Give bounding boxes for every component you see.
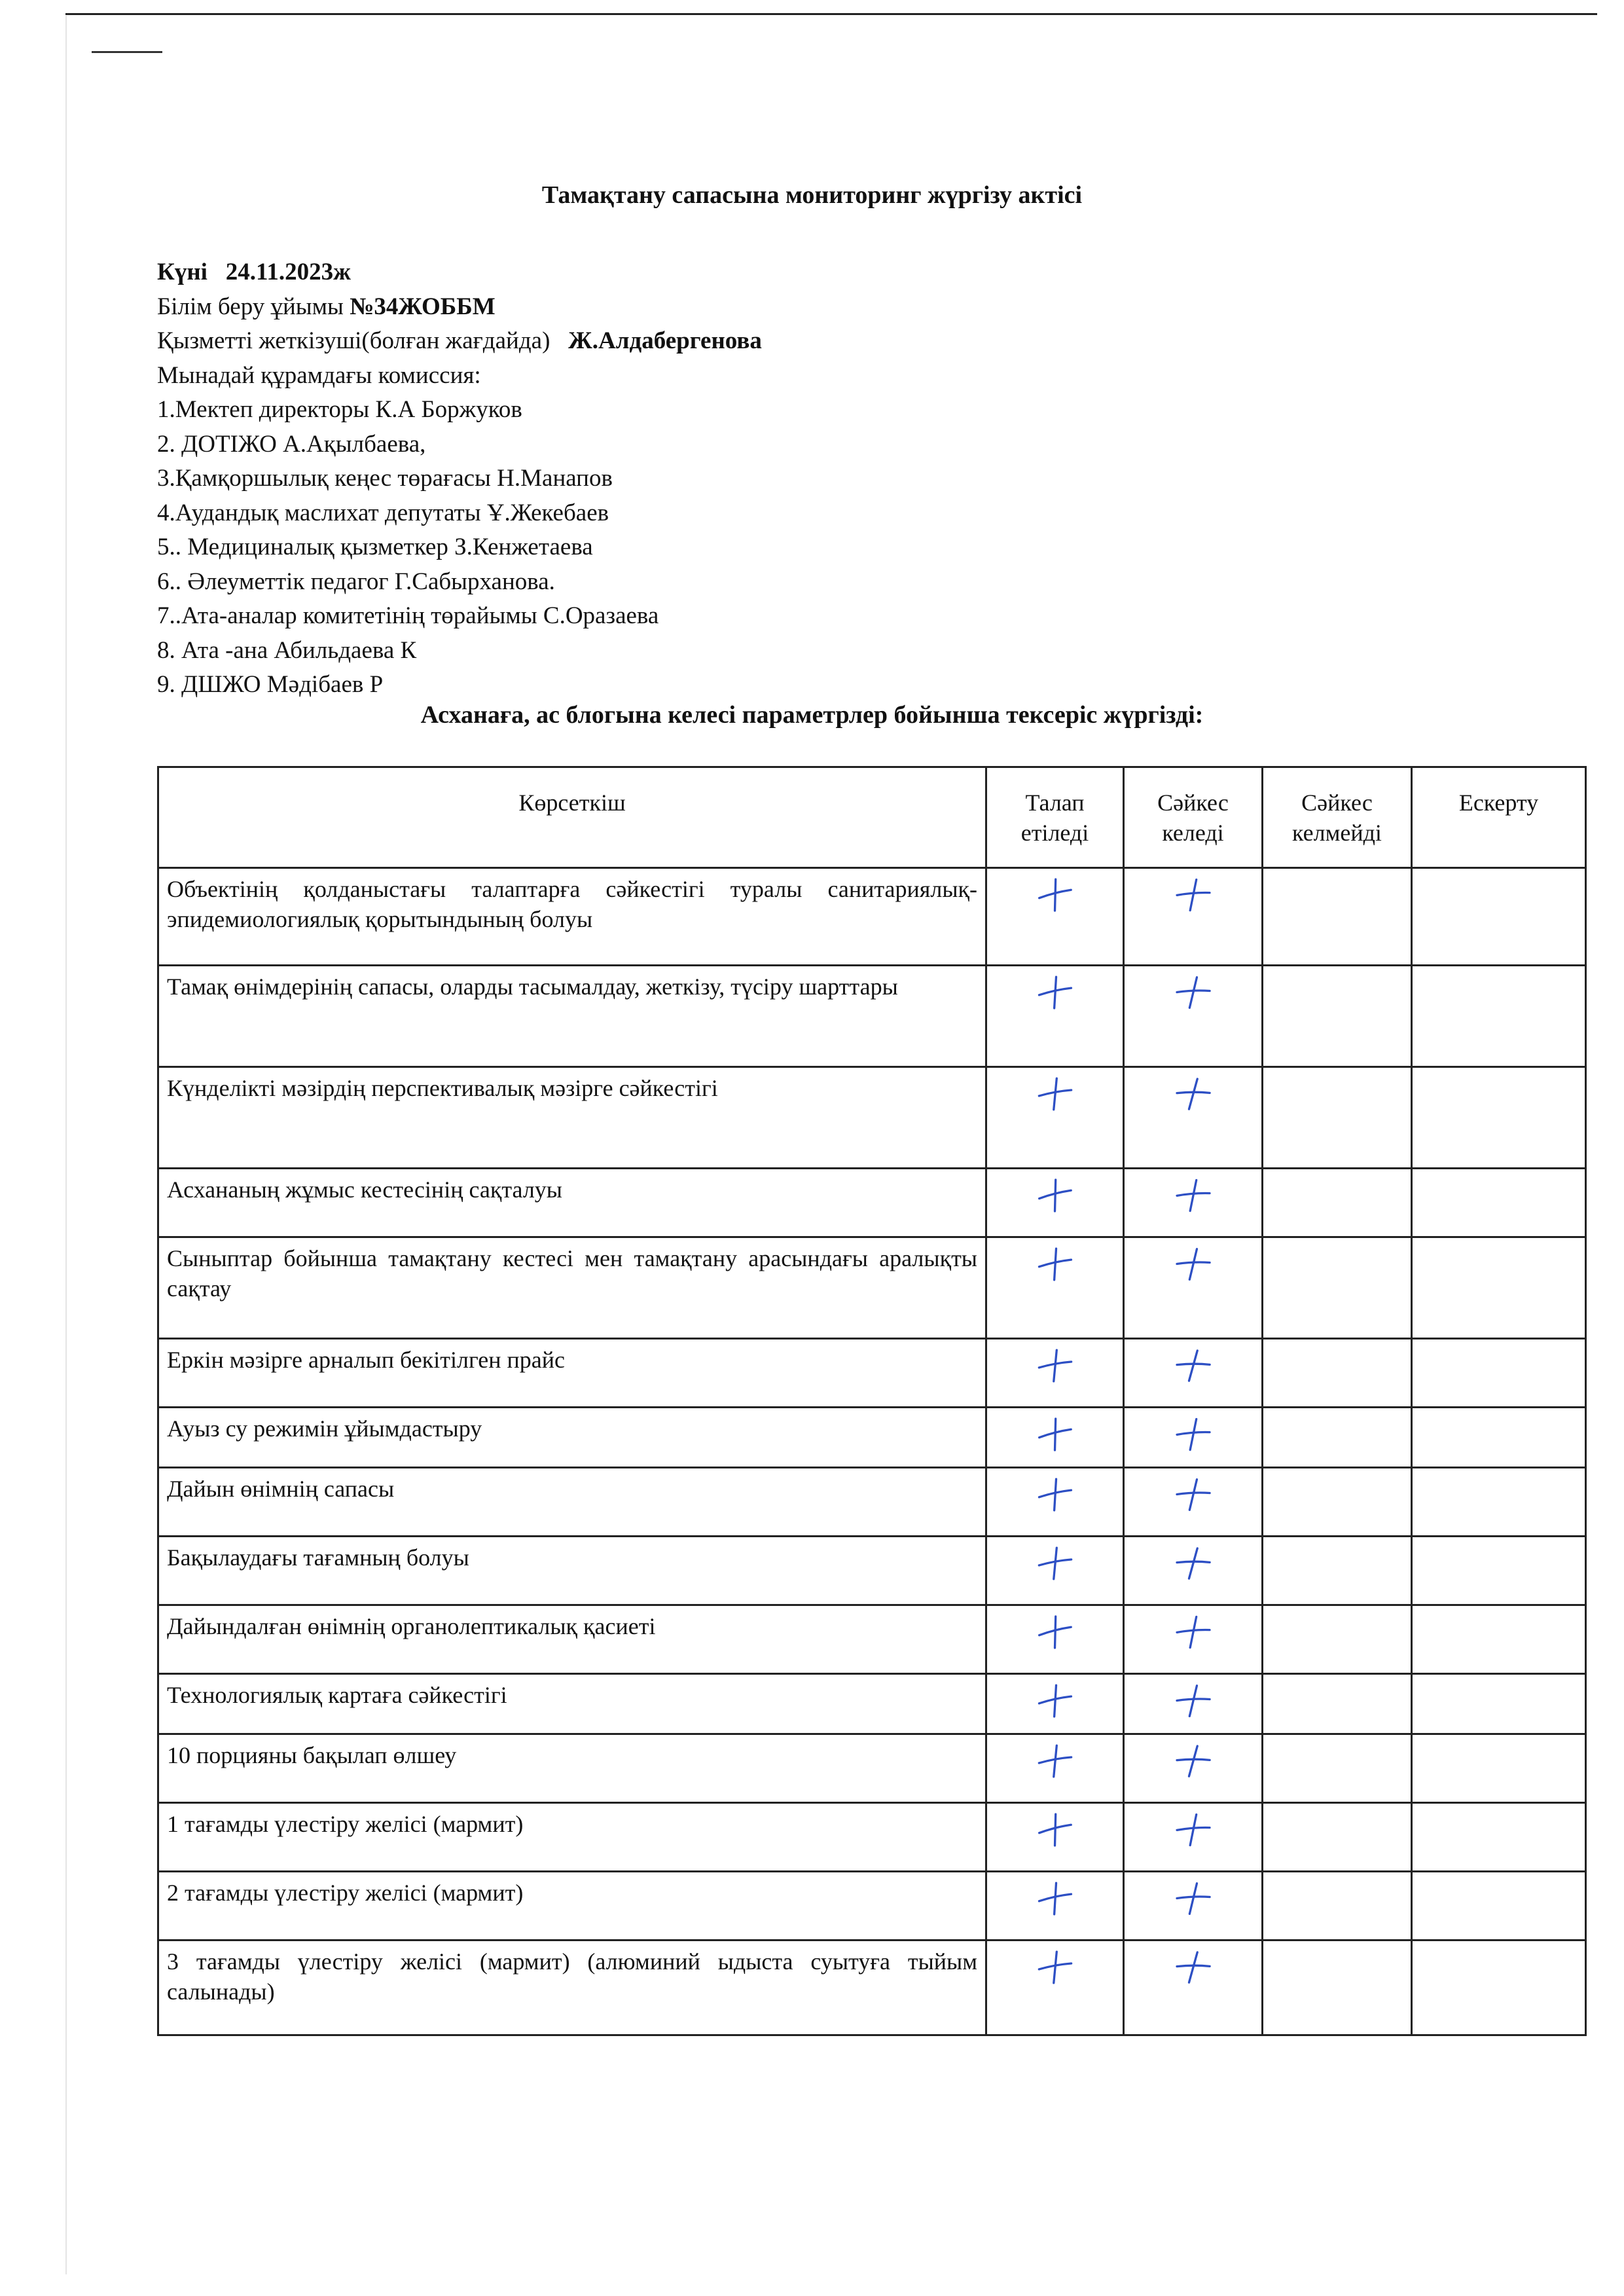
handwritten-plus-mark xyxy=(1173,1611,1214,1652)
commission-member: 4.Аудандық маслихат депутаты Ұ.Жекебаев xyxy=(157,499,609,526)
handwritten-plus-mark xyxy=(1035,1073,1075,1114)
note-cell xyxy=(1412,966,1586,1067)
scan-edge-top xyxy=(65,13,1597,15)
handwritten-plus-mark xyxy=(1035,1878,1075,1918)
org-value: №34ЖОББМ xyxy=(350,293,496,320)
document-title: Тамақтану сапасына мониторинг жүргізу актісі xyxy=(541,181,1083,209)
handwritten-plus-mark xyxy=(1173,1345,1214,1385)
complies-cell xyxy=(1124,1339,1263,1408)
not-complies-cell xyxy=(1263,1734,1412,1803)
commission-member: 1.Мектеп директоры К.А Боржуков xyxy=(157,396,522,423)
handwritten-plus-mark xyxy=(1173,1474,1214,1514)
required-cell xyxy=(986,1605,1124,1674)
table-header-row xyxy=(158,767,1586,868)
table-row xyxy=(158,1941,1586,2035)
table-row xyxy=(158,1734,1586,1803)
complies-cell xyxy=(1124,1734,1263,1803)
not-complies-cell xyxy=(1263,1169,1412,1237)
handwritten-plus-mark xyxy=(1035,1345,1075,1385)
header-complies: Сәйкес келеді xyxy=(1124,767,1263,868)
not-complies-cell xyxy=(1263,966,1412,1067)
handwritten-plus-mark xyxy=(1173,1740,1214,1781)
complies-cell xyxy=(1124,1067,1263,1169)
table-row xyxy=(158,1674,1586,1734)
date-value: 24.11.2023ж xyxy=(225,259,351,285)
note-cell xyxy=(1412,868,1586,966)
complies-cell xyxy=(1124,1468,1263,1537)
handwritten-plus-mark xyxy=(1173,1809,1214,1850)
not-complies-cell xyxy=(1263,1674,1412,1734)
indicator-cell: Объектінің қолданыстағы талаптарға сәйкестігі туралы санитариялық-эпидемиологиялық қорытындының болуы xyxy=(158,868,986,966)
handwritten-plus-mark xyxy=(1035,1946,1075,1987)
required-cell xyxy=(986,1872,1124,1941)
complies-cell xyxy=(1124,1605,1263,1674)
handwritten-plus-mark xyxy=(1173,972,1214,1012)
note-cell xyxy=(1412,1537,1586,1605)
handwritten-plus-mark xyxy=(1035,1680,1075,1721)
note-cell xyxy=(1412,1803,1586,1872)
indicator-cell: 1 тағамды үлестіру желісі (мармит) xyxy=(158,1803,986,1872)
handwritten-plus-mark xyxy=(1173,1413,1214,1454)
date-line: Күні 24.11.2023ж xyxy=(157,259,351,285)
not-complies-cell xyxy=(1263,1605,1412,1674)
commission-member: 9. ДШЖО Мәдібаев Р xyxy=(157,671,384,698)
commission-member: 3.Қамқоршылық кеңес төрағасы Н.Манапов xyxy=(157,465,613,492)
note-cell xyxy=(1412,1941,1586,2035)
indicator-cell: Сыныптар бойынша тамақтану кестесі мен тамақтану арасындағы аралықты сақтау xyxy=(158,1237,986,1339)
not-complies-cell xyxy=(1263,1237,1412,1339)
header-required: Талап етіледі xyxy=(986,767,1124,868)
inspection-table xyxy=(157,766,1587,2036)
handwritten-plus-mark xyxy=(1035,1413,1075,1454)
note-cell xyxy=(1412,1339,1586,1408)
indicator-cell: Күнделікті мәзірдің перспективалық мәзірге сәйкестігі xyxy=(158,1067,986,1169)
handwritten-plus-mark xyxy=(1035,1740,1075,1781)
not-complies-cell xyxy=(1263,1339,1412,1408)
table-row xyxy=(158,1067,1586,1169)
commission-member: 7..Ата-аналар комитетінің төрайымы С.Оразаева xyxy=(157,602,659,629)
note-cell xyxy=(1412,1872,1586,1941)
not-complies-cell xyxy=(1263,1941,1412,2035)
not-complies-cell xyxy=(1263,1872,1412,1941)
supplier-line: Қызметті жеткізуші(болған жағдайда) Ж.Алдабергенова xyxy=(157,327,762,354)
not-complies-cell xyxy=(1263,868,1412,966)
handwritten-plus-mark xyxy=(1173,1542,1214,1583)
not-complies-cell xyxy=(1263,1537,1412,1605)
indicator-cell: Ауыз су режимін ұйымдастыру xyxy=(158,1408,986,1468)
handwritten-plus-mark xyxy=(1035,1611,1075,1652)
complies-cell xyxy=(1124,1872,1263,1941)
complies-cell xyxy=(1124,1803,1263,1872)
indicator-cell: Дайын өнімнің сапасы xyxy=(158,1468,986,1537)
note-cell xyxy=(1412,1605,1586,1674)
complies-cell xyxy=(1124,1537,1263,1605)
commission-intro: Мынадай құрамдағы комиссия: xyxy=(157,361,481,389)
handwritten-plus-mark xyxy=(1173,1878,1214,1918)
indicator-cell: Тамақ өнімдерінің сапасы, оларды тасымалдау, жеткізу, түсіру шарттары xyxy=(158,966,986,1067)
handwritten-plus-mark xyxy=(1173,1946,1214,1987)
complies-cell xyxy=(1124,1237,1263,1339)
complies-cell xyxy=(1124,1169,1263,1237)
handwritten-plus-mark xyxy=(1173,1175,1214,1215)
indicator-cell: Асхананың жұмыс кестесінің сақталуы xyxy=(158,1169,986,1237)
note-cell xyxy=(1412,1408,1586,1468)
required-cell xyxy=(986,1169,1124,1237)
table-row xyxy=(158,1468,1586,1537)
note-cell xyxy=(1412,1734,1586,1803)
required-cell xyxy=(986,1468,1124,1537)
supplier-value: Ж.Алдабергенова xyxy=(568,327,762,354)
complies-cell xyxy=(1124,868,1263,966)
indicator-cell: 2 тағамды үлестіру желісі (мармит) xyxy=(158,1872,986,1941)
required-cell xyxy=(986,1339,1124,1408)
complies-cell xyxy=(1124,1674,1263,1734)
handwritten-plus-mark xyxy=(1035,1809,1075,1850)
required-cell xyxy=(986,1408,1124,1468)
handwritten-plus-mark xyxy=(1035,1175,1075,1215)
indicator-cell: Еркін мәзірге арналып бекітілген прайс xyxy=(158,1339,986,1408)
handwritten-plus-mark xyxy=(1173,1243,1214,1284)
complies-cell xyxy=(1124,1941,1263,2035)
header-indicator: Көрсеткіш xyxy=(158,767,986,868)
required-cell xyxy=(986,1067,1124,1169)
not-complies-cell xyxy=(1263,1408,1412,1468)
handwritten-plus-mark xyxy=(1035,874,1075,915)
inspection-subtitle: Асханаға, ас блогына келесі параметрлер бойынша тексеріс жүргізді: xyxy=(420,701,1204,729)
header-note: Ескерту xyxy=(1412,767,1586,868)
note-cell xyxy=(1412,1237,1586,1339)
handwritten-plus-mark xyxy=(1173,1073,1214,1114)
header-not-complies: Сәйкес келмейді xyxy=(1263,767,1412,868)
required-cell xyxy=(986,1237,1124,1339)
note-cell xyxy=(1412,1468,1586,1537)
indicator-cell: Бақылаудағы тағамның болуы xyxy=(158,1537,986,1605)
scan-mark xyxy=(92,51,162,53)
complies-cell xyxy=(1124,1408,1263,1468)
required-cell xyxy=(986,1537,1124,1605)
required-cell xyxy=(986,868,1124,966)
org-line: Білім беру ұйымы №34ЖОББМ xyxy=(157,293,496,320)
note-cell xyxy=(1412,1067,1586,1169)
commission-member: 8. Ата -ана Абильдаева К xyxy=(157,636,417,664)
commission-member: 2. ДОТІЖО А.Ақылбаева, xyxy=(157,430,426,458)
note-cell xyxy=(1412,1169,1586,1237)
complies-cell xyxy=(1124,966,1263,1067)
table-row xyxy=(158,1605,1586,1674)
table-row xyxy=(158,1803,1586,1872)
indicator-cell: 10 порцияны бақылап өлшеу xyxy=(158,1734,986,1803)
table-row xyxy=(158,1872,1586,1941)
scan-edge-left xyxy=(65,16,67,2274)
indicator-cell: Дайындалған өнімнің органолептикалық қасиеті xyxy=(158,1605,986,1674)
not-complies-cell xyxy=(1263,1468,1412,1537)
required-cell xyxy=(986,966,1124,1067)
required-cell xyxy=(986,1803,1124,1872)
table-row xyxy=(158,1408,1586,1468)
required-cell xyxy=(986,1734,1124,1803)
handwritten-plus-mark xyxy=(1035,972,1075,1012)
handwritten-plus-mark xyxy=(1035,1542,1075,1583)
note-cell xyxy=(1412,1674,1586,1734)
table-row xyxy=(158,1537,1586,1605)
handwritten-plus-mark xyxy=(1035,1474,1075,1514)
required-cell xyxy=(986,1941,1124,2035)
commission-member: 5.. Медициналық қызметкер З.Кенжетаева xyxy=(157,534,593,560)
table-row xyxy=(158,868,1586,966)
not-complies-cell xyxy=(1263,1803,1412,1872)
handwritten-plus-mark xyxy=(1173,1680,1214,1721)
handwritten-plus-mark xyxy=(1035,1243,1075,1284)
indicator-cell: Технологиялық картаға сәйкестігі xyxy=(158,1674,986,1734)
meta-block xyxy=(157,255,762,702)
indicator-cell: 3 тағамды үлестіру желісі (мармит) (алюминий ыдыста суытуға тыйым салынады) xyxy=(158,1941,986,2035)
table-row xyxy=(158,1169,1586,1237)
not-complies-cell xyxy=(1263,1067,1412,1169)
handwritten-plus-mark xyxy=(1173,874,1214,915)
required-cell xyxy=(986,1674,1124,1734)
commission-member: 6.. Әлеуметтік педагог Г.Сабырханова. xyxy=(157,568,555,595)
table-row xyxy=(158,1339,1586,1408)
table-row xyxy=(158,1237,1586,1339)
table-row xyxy=(158,966,1586,1067)
